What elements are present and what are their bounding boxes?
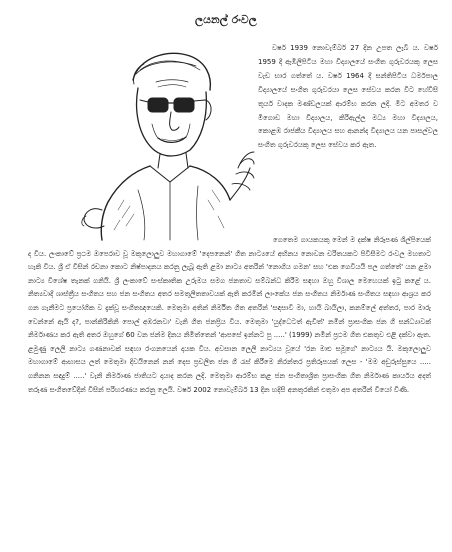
body-paragraph-text: ගෙතෙම ගායකයකු මෙන් ම දක්ෂ නිරූපණ ශිල්පියෙක් ද විය. ලංකාවේ ප්‍රථම ඔපෙරාව වූ මකුලොලුව මහාගාමේ 'දෙපනෙන්' ගීත නාට්‍යයේ අභිනය නොවන චරිතයකට පිවිසීමට රංවල මහතාට හැකි විය. ශ්‍රී ඒ විසින් රචනා කොට නිෂ්පාදනය කරනු ලැබූ ඇති ළමා නාට්‍ය අතරින් 'නොගිය ගමන' සහ 'එක ගෙවියයි පල ගත්තේ' යන ළමා නාට්‍ය විශේෂ තැනක් ගනියි. ශ්‍රී ලංකාවේ සංස්කෘතික උරුමය සමග ජනතාව සම්බන්ධ කිරීම සඳහා ඔහු විශාල මෙහෙයක් ඉටු කළේ ය. නිත්‍යවාදී ශාස්ත්‍රීය සංගීතය සහ ජන සංගීතය අතර සමතුලිතතාවයක් ඇති කරමින් ලාංකේය ජන සංගීතය නිර්මාණ සංගීතය සඳහා ආශ්‍රය කර ගන ගැනීමට ප්‍රයෝගික ව දැක්වූ සංගීතඥයෙකි. මෙතුමා අතින් නිර්මිත ගීත අතරින් 'සඳසාවී මා, හායි බායිලා, කනම්ලේ අත්තර, පාර මාරු වෙන්නේ ඇයි ද?, පාන්කිරිකිනි පොල් අඹරනවා' වැනි ගීත ජනප්‍රිය විය. මෙතුමා 'යුද්ධෙටත් ඇවිත්' නමින් ප්‍රාසංගික ජන ගී සන්ධ්‍යාවක් නිර්මාණය කර ඇති අතර ඔහුගේ 60 වන ජන්ම දිනය නිමිත්තෙන් 'ආපසේ ඉන්නට පු .....' (1999) නමින් ප්‍රථම ගීත එකතුව එළි දක්වා ඇත. ළමුණු ලෙලි නාට්‍ය ගණනාවක් සඳහා රංගනයෙන් දායක විය. අවසාන ලෙලි නාට්‍යය වූයේ 'රන මාළු සමූගේ' නාට්‍යය යි. මකුලොලුව මහාගාමේ ආභාසය ලත් මෙතුමා දිවයිනෙන් නන් දෙස ප්‍රචලිත ජන ගී රැස් කිරීමෙ නිරන්තර ප්‍රතිරූපයක් ලෙස - 'මම අඩුරුස්සුයෙ ..... ගනිනන සඳදුම් .....' වැනි නිර්මාණ ජාතියට දායාද කරන ලදි. මෙතුමා ආරම්භ කළ ජන සංගීතාශ්‍රිත ප්‍රාසංගික ගීත නිර්මාණ කාර්යය අදත් තරුණ සංගීතවේදීන් විසින් පරිහරණය කරනු ලෙයි. වර්ෂ 2002 නොවැම්බර් 13 දින හදිසි අනතුරකින් එතුමා අප අතරින් වියෝ විණි. — [28, 236, 431, 394]
portrait-sketch-icon — [78, 40, 258, 245]
body-paragraph — [28, 234, 431, 397]
intro-paragraph: වර්ෂ 1939 නොවැම්බර් 27 දින උපත ලැබී ය. වර්ෂ 1959 දී ඇඹිලිපිටිය මහා විද්‍යාලයේ සංගීත ගුරුවරයකු ලෙස වැඩ භාර ගත්තේ ය. වර්ෂ 1964 දී සන්තිපිටිය ධර්මපාල විද්‍යාලයේ සංගීත ගුරුවරයා ලෙස සේවය කරන විට හේවිසි තූර්ය වාදක මණ්ඩලයක් ආරම්භ කරන ලදි. මීට අමතර ව මීගොඩ මහා විද්‍යාලය, කිරිඇල්ල මධ්‍ය මහා විද්‍යාලය, කොළඹ රාජකීය විද්‍යාලය සහ ආනන්ද විද්‍යාලය යන පාසල්වල සංගීත ගුරුවරයකු ලෙස සේවය කර ඇත. — [258, 44, 438, 150]
page-title: ලයනල් රංවල — [195, 14, 257, 26]
